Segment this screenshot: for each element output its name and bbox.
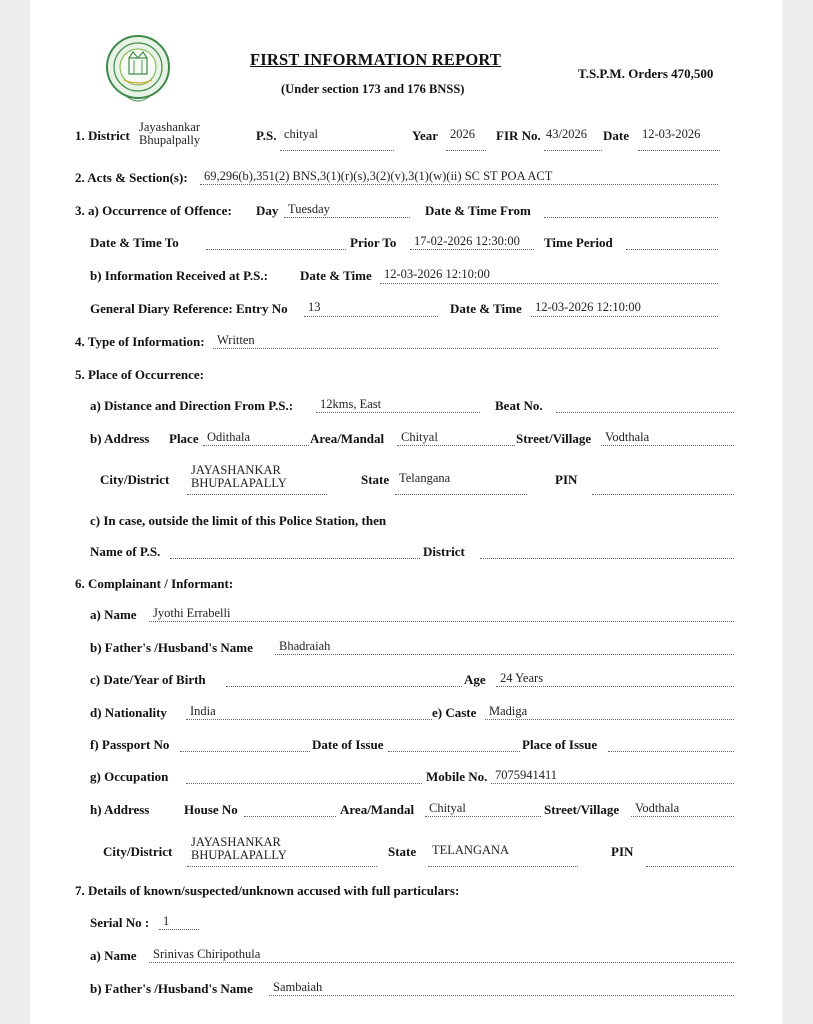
- complainant-mobile-label: Mobile No.: [426, 769, 488, 784]
- complainant-city-value: [191, 836, 287, 862]
- info-type-label: 4. Type of Information:: [75, 334, 205, 349]
- acts-sections-value: 69,296(b),351(2) BNS,3(1)(r)(s),3(2)(v),3(1)(w)(ii) SC ST POA ACT: [204, 169, 553, 183]
- complainant-village-value: Vodthala: [635, 801, 680, 815]
- complainant-village-label: Street/Village: [544, 802, 620, 817]
- area-mandal-label: Area/Mandal: [310, 431, 385, 446]
- beat-number-label: Beat No.: [495, 398, 543, 413]
- other-ps-name-label: Name of P.S.: [90, 544, 161, 559]
- orders-reference: T.S.P.M. Orders 470,500: [578, 66, 714, 81]
- complainant-dob-label: c) Date/Year of Birth: [90, 672, 206, 687]
- accused-father-label: b) Father's /Husband's Name: [90, 981, 253, 996]
- accused-serial-value: 1: [163, 914, 170, 928]
- place-occurrence-label: 5. Place of Occurrence:: [75, 367, 204, 382]
- year-label: Year: [412, 128, 438, 143]
- complainant-mobile-value: 7075941411: [495, 768, 558, 782]
- year-value: 2026: [450, 127, 475, 141]
- complainant-name-value: Jyothi Errabelli: [153, 606, 231, 620]
- accused-name-value: Srinivas Chiripothula: [153, 947, 261, 961]
- fir-date-value: 12-03-2026: [642, 127, 701, 141]
- time-period-label: Time Period: [544, 235, 613, 250]
- distance-direction-value: 12kms, East: [320, 397, 382, 411]
- place-label: Place: [169, 431, 199, 446]
- accused-father-value: Sambaiah: [273, 980, 323, 994]
- info-received-label: b) Information Received at P.S.:: [90, 268, 268, 283]
- report-subtitle: (Under section 173 and 176 BNSS): [281, 82, 465, 96]
- datetime-to-label: Date & Time To: [90, 235, 179, 250]
- complainant-occupation-label: g) Occupation: [90, 769, 169, 784]
- complainant-state-label: State: [388, 844, 417, 859]
- complainant-caste-label: e) Caste: [432, 705, 477, 720]
- telangana-emblem-seal: [104, 34, 172, 106]
- district-value-line1: Jayashankar: [139, 120, 201, 134]
- fir-number-value: 43/2026: [546, 127, 587, 141]
- outside-limit-label: c) In case, outside the limit of this Police Station, then: [90, 513, 387, 528]
- report-title: FIRST INFORMATION REPORT: [250, 50, 502, 69]
- state-value: Telangana: [399, 471, 451, 485]
- complainant-state-value: TELANGANA: [432, 843, 510, 857]
- prior-to-value: 17-02-2026 12:30:00: [414, 234, 520, 248]
- day-value: Tuesday: [288, 202, 330, 216]
- address-label: b) Address: [90, 431, 150, 446]
- place-value: Odithala: [207, 430, 251, 444]
- street-village-value: Vodthala: [605, 430, 650, 444]
- accused-serial-label: Serial No :: [90, 915, 150, 930]
- passport-issue-place-label: Place of Issue: [522, 737, 598, 752]
- complainant-nationality-label: d) Nationality: [90, 705, 167, 720]
- district-value-line2: Bhupalpally: [139, 133, 201, 147]
- complainant-father-label: b) Father's /Husband's Name: [90, 640, 253, 655]
- area-mandal-value: Chityal: [401, 430, 438, 444]
- complainant-father-value: Bhadraiah: [279, 639, 331, 653]
- complainant-name-label: a) Name: [90, 607, 137, 622]
- complainant-city-line2: BHUPALAPALLY: [191, 848, 287, 862]
- occurrence-label: 3. a) Occurrence of Offence:: [75, 203, 232, 218]
- complainant-pin-label: PIN: [611, 844, 634, 859]
- gd-datetime-value: 12-03-2026 12:10:00: [535, 300, 641, 314]
- fir-date-label: Date: [603, 128, 629, 143]
- day-label: Day: [256, 203, 279, 218]
- prior-to-label: Prior To: [350, 235, 397, 250]
- street-village-label: Street/Village: [516, 431, 592, 446]
- ps-label: P.S.: [256, 128, 277, 143]
- accused-name-label: a) Name: [90, 948, 137, 963]
- fir-number-label: FIR No.: [496, 128, 541, 143]
- state-label: State: [361, 472, 390, 487]
- complainant-age-value: 24 Years: [500, 671, 544, 685]
- info-datetime-label: Date & Time: [300, 268, 372, 283]
- pin-label: PIN: [555, 472, 578, 487]
- complainant-mandal-label: Area/Mandal: [340, 802, 415, 817]
- general-diary-label: General Diary Reference: Entry No: [90, 301, 288, 316]
- city-district-label: City/District: [100, 472, 170, 487]
- complainant-label: 6. Complainant / Informant:: [75, 576, 234, 591]
- acts-sections-label: 2. Acts & Section(s):: [75, 170, 188, 185]
- general-diary-entry-value: 13: [308, 300, 321, 314]
- district-value: [139, 121, 200, 147]
- distance-direction-label: a) Distance and Direction From P.S.:: [90, 398, 294, 413]
- info-type-value: Written: [217, 333, 255, 347]
- accused-details-label: 7. Details of known/suspected/unknown accused with full particulars:: [75, 883, 460, 898]
- complainant-caste-value: Madiga: [489, 704, 528, 718]
- complainant-city-label: City/District: [103, 844, 173, 859]
- info-datetime-value: 12-03-2026 12:10:00: [384, 267, 490, 281]
- complainant-passport-label: f) Passport No: [90, 737, 170, 752]
- gd-datetime-label: Date & Time: [450, 301, 522, 316]
- datetime-from-label: Date & Time From: [425, 203, 531, 218]
- city-district-value: [191, 464, 287, 490]
- complainant-mandal-value: Chityal: [429, 801, 466, 815]
- ps-value: chityal: [284, 127, 319, 141]
- city-district-line1: JAYASHANKAR: [191, 463, 281, 477]
- other-district-label: District: [423, 544, 465, 559]
- passport-issue-date-label: Date of Issue: [312, 737, 384, 752]
- house-number-label: House No: [184, 802, 238, 817]
- complainant-age-label: Age: [464, 672, 486, 687]
- document-page: [30, 0, 782, 1024]
- city-district-line2: BHUPALAPALLY: [191, 476, 287, 490]
- complainant-city-line1: JAYASHANKAR: [191, 835, 281, 849]
- emblem-icon: [104, 34, 172, 106]
- district-label: 1. District: [75, 128, 130, 143]
- complainant-nationality-value: India: [190, 704, 216, 718]
- complainant-address-label: h) Address: [90, 802, 150, 817]
